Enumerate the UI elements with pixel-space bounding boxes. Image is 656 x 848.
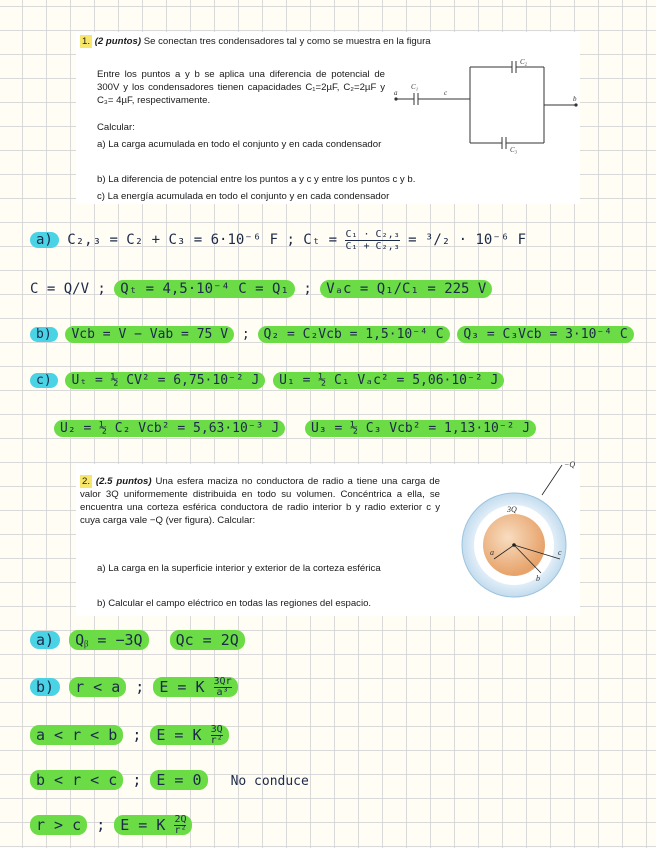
problem-2-item-a: a) La carga en la superficie interior y exterior de la corteza esférica (97, 563, 381, 574)
answer-2b-r3-sep: ; (132, 771, 142, 789)
circuit-diagram (392, 55, 582, 155)
answer-2b-r4-frac (174, 815, 186, 836)
answer-1c-ut: Uₜ = ½ CV² = 6,75·10⁻² J (65, 372, 265, 389)
answer-2b-r2 (30, 722, 229, 748)
answer-1b-line (30, 324, 634, 346)
problem-1-points: (2 puntos) (94, 36, 142, 47)
answer-1b-q2: Q₂ = C₂Vcb = 1,5·10⁻⁴ C (258, 326, 450, 343)
problem-2-number: 2. (82, 476, 91, 487)
node-b (574, 103, 577, 106)
sphere-figure (446, 455, 586, 605)
problem-2-item-b: b) Calcular el campo eléctrico en todas las regiones del espacio. (97, 598, 372, 609)
answer-2b-r3-note: No conduce (230, 774, 309, 789)
answer-2b-r1-cond: r < a (69, 677, 126, 697)
problem-2-text (80, 475, 440, 527)
answer-2a-qb: Qᵦ = −3Q (69, 630, 148, 650)
answer-2b-r4-den: r² (174, 825, 187, 836)
answer-1c-line2 (54, 418, 536, 440)
answer-1a-label: a) (30, 232, 59, 248)
answer-1b-sep: ; (241, 327, 250, 342)
problem-1-body: Entre los puntos a y b se aplica una diferencia de potencial de 300V y los condensadores tienen capacidades C₁=2µF, C₂=2µF y C₃= 4µF, respectivamente. (97, 69, 385, 106)
answer-2b-label: b) (30, 678, 60, 696)
answer-1a-line2 (30, 278, 492, 300)
node-a (394, 97, 397, 100)
answer-2b-r1-field (153, 677, 237, 697)
answer-1c-u1: U₁ = ½ C₁ Vₐc² = 5,06·10⁻² J (273, 372, 504, 389)
circuit-label-b: b (573, 95, 577, 103)
answer-1c-u3: U₃ = ½ C₃ Vcb² = 1,13·10⁻² J (305, 420, 536, 437)
answer-1a-frac-num: C₁ · C₂,₃ (345, 228, 400, 240)
sphere-charge-label: 3Q (507, 505, 517, 514)
answer-2b-r1 (30, 674, 238, 700)
radius-a-label: a (490, 548, 494, 557)
answer-2b-r2-num: 3Q (210, 724, 223, 735)
answer-1a-vac: Vₐc = Q₁/C₁ = 225 V (320, 280, 492, 298)
sphere-center (512, 543, 516, 547)
answer-1b-vcb: Vcb = V − Vab = 75 V (65, 326, 234, 343)
answer-2b-r2-field (150, 725, 228, 745)
answer-2b-r4-sep: ; (96, 816, 106, 834)
circuit-label-c2: C₂ (520, 58, 528, 66)
answer-2b-r4-num: 2Q (174, 814, 187, 825)
shell-charge-label: −Q (564, 460, 576, 469)
circuit-label-c3: C₃ (510, 146, 518, 154)
answer-2b-r3 (30, 768, 309, 794)
answer-1a-cqv: C = Q/V ; (30, 281, 106, 297)
answer-1c-line1 (30, 370, 504, 392)
radius-c-label: c (558, 548, 562, 557)
answer-2b-r4-field (114, 815, 192, 835)
answer-1a-ct: = ³/₂ · 10⁻⁶ F (408, 232, 527, 248)
answer-2b-r3-field: E = 0 (150, 770, 207, 790)
problem-1-number: 1. (82, 36, 91, 47)
answer-1a-frac-den: C₁ + C₂,₃ (345, 240, 400, 252)
problem-1-item-a: a) La carga acumulada en todo el conjunto y en cada condensador (97, 139, 382, 150)
answer-2b-r2-pre: E = K (156, 726, 202, 744)
answer-1a-sep: ; (303, 281, 312, 297)
circuit-label-c: c (444, 89, 448, 97)
answer-2b-r2-cond: a < r < b (30, 725, 123, 745)
answer-1a-qt: Qₜ = 4,5·10⁻⁴ C = Q₁ (114, 280, 295, 298)
circuit-label-c1: C₁ (411, 83, 419, 91)
answer-1a-fraction (345, 229, 399, 252)
answer-2a-line (30, 628, 245, 652)
problem-1-item-c: c) La energía acumulada en todo el conjunto y en cada condensador (97, 191, 390, 202)
answer-1c-u2: U₂ = ½ C₂ Vcb² = 5,63·10⁻³ J (54, 420, 285, 437)
answer-2b-r1-sep: ; (135, 678, 145, 696)
answer-1b-q3: Q₃ = C₃Vcb = 3·10⁻⁴ C (457, 326, 633, 343)
answer-1c-label: c) (30, 373, 58, 388)
answer-2b-r4 (30, 812, 192, 838)
radius-b-label: b (536, 574, 540, 583)
answer-2b-r2-den: r² (210, 735, 223, 746)
answer-2b-r2-sep: ; (132, 726, 142, 744)
answer-2a-label: a) (30, 631, 60, 649)
problem-2-body: Una esfera maciza no conductora de radio a tiene una carga de valor 3Q uniformemente distribuida en todo su volumen. Concéntrica a ella, se encuentra una corteza esférica conductora de radio interior b y radio exterior c y cuya carga vale −Q (ver figura). Calcular: (80, 476, 440, 526)
answer-2b-r1-pre: E = K (159, 678, 205, 696)
answer-2b-r1-frac (214, 677, 232, 698)
answer-2b-r1-num: 3Qr (213, 676, 232, 687)
answer-2b-r3-cond: b < r < c (30, 770, 123, 790)
answer-1a-ceq: C₂,₃ = C₂ + C₃ = 6·10⁻⁶ F ; Cₜ = (67, 232, 338, 248)
answer-2b-r1-den: a³ (216, 687, 229, 698)
answer-2b-r4-pre: E = K (120, 816, 166, 834)
answer-2b-r2-frac (211, 725, 223, 746)
answer-1a-line1 (30, 228, 526, 252)
problem-2-points: (2.5 puntos) (95, 476, 152, 487)
problem-1-intro: Se conectan tres condensadores tal y como se muestra en la figura (143, 36, 431, 47)
problem-1-heading (80, 35, 560, 48)
answer-2b-r4-cond: r > c (30, 815, 87, 835)
circuit-label-a: a (394, 89, 398, 97)
problem-1-calc: Calcular: (97, 122, 135, 133)
answer-1b-label: b) (30, 327, 58, 342)
problem-1-item-b: b) La diferencia de potencial entre los puntos a y c y entre los puntos c y b. (97, 174, 416, 185)
answer-2a-qc: Qc = 2Q (170, 630, 245, 650)
